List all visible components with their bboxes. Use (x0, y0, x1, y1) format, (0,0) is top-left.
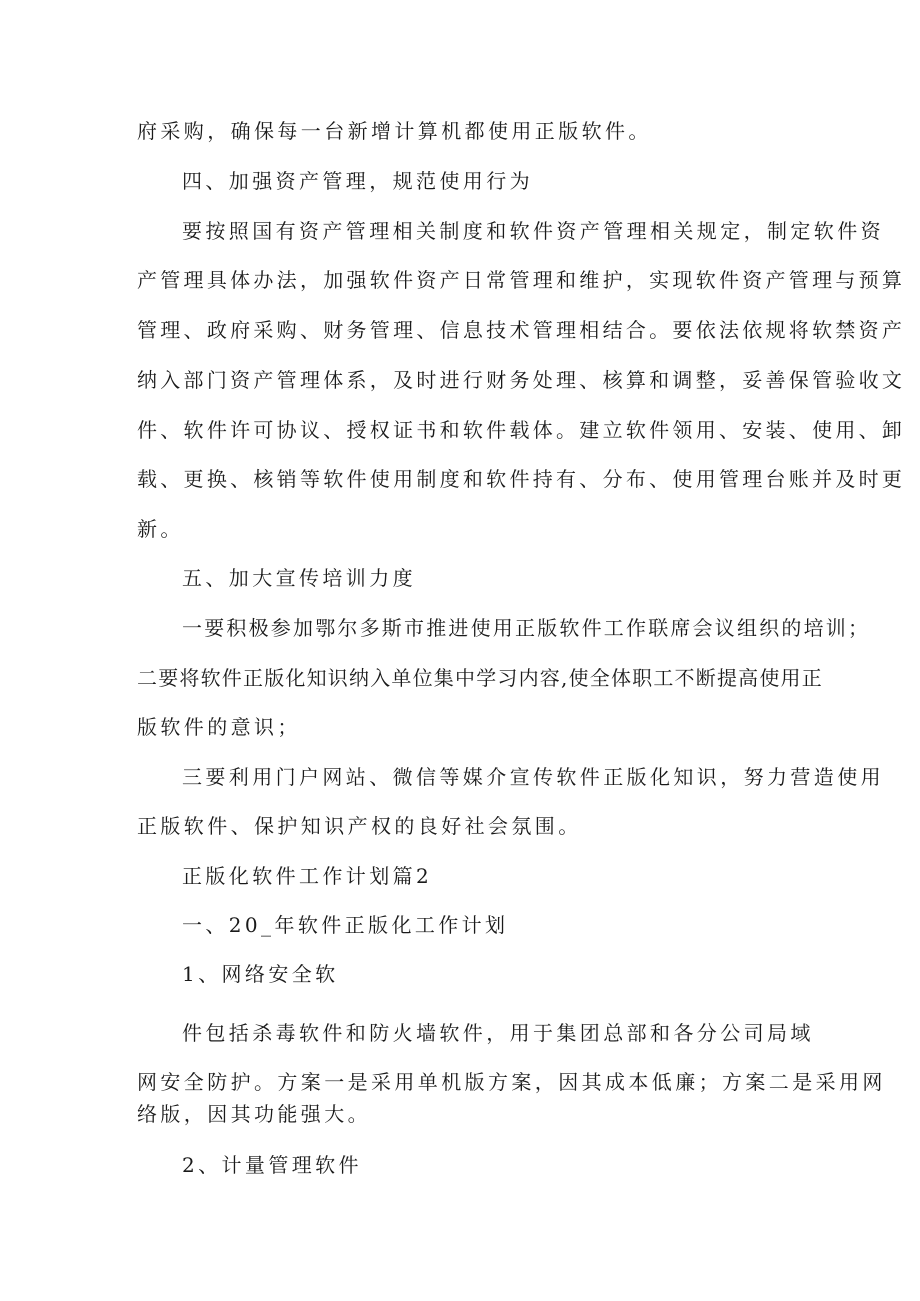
paragraph-line: 府采购，确保每一台新增计算机都使用正版软件。 (137, 119, 652, 143)
paragraph-line: 件包括杀毒软件和防火墙软件，用于集团总部和各分公司局域 (182, 1021, 814, 1045)
sub-heading: 2、计量管理软件 (182, 1153, 362, 1177)
paragraph-line: 版软件的意识； (137, 715, 301, 739)
paragraph-line: 三要利用门户网站、微信等媒介宣传软件正版化知识，努力营造使用 (182, 765, 884, 789)
section-heading: 五、加大宣传培训力度 (182, 566, 416, 590)
paragraph-line: 产管理具体办法，加强软件资产日常管理和维护，实现软件资产管理与预算 (137, 268, 906, 292)
article-subtitle: 正版化软件工作计划篇2 (182, 864, 433, 888)
paragraph-line: 载、更换、核销等软件使用制度和软件持有、分布、使用管理台账并及时更 (137, 467, 906, 491)
sub-heading: 1、网络安全软 (182, 962, 339, 986)
section-heading: 一、20_年软件正版化工作计划 (182, 913, 509, 937)
paragraph-line: 一要积极参加鄂尔多斯市推进使用正版软件工作联席会议组织的培训； (182, 616, 871, 640)
paragraph-line: 新。 (137, 517, 184, 541)
paragraph-line: 件、软件许可协议、授权证书和软件载体。建立软件领用、安装、使用、卸 (137, 418, 906, 442)
paragraph-line: 二要将软件正版化知识纳入单位集中学习内容,使全体职工不断提高使用正 (137, 666, 823, 690)
paragraph-line: 络版，因其功能强大。 (137, 1102, 371, 1126)
paragraph-line: 要按照国有资产管理相关制度和软件资产管理相关规定，制定软件资 (182, 219, 884, 243)
paragraph-line: 网安全防护。方案一是采用单机版方案，因其成本低廉；方案二是采用网 (137, 1070, 886, 1094)
paragraph-line: 正版软件、保护知识产权的良好社会氛围。 (137, 814, 582, 838)
paragraph-line: 纳入部门资产管理体系，及时进行财务处理、核算和调整，妥善保管验收文 (137, 368, 906, 392)
section-heading: 四、加强资产管理，规范使用行为 (182, 169, 533, 193)
paragraph-line: 管理、政府采购、财务管理、信息技术管理相结合。要依法依规将软禁资产 (137, 318, 906, 342)
